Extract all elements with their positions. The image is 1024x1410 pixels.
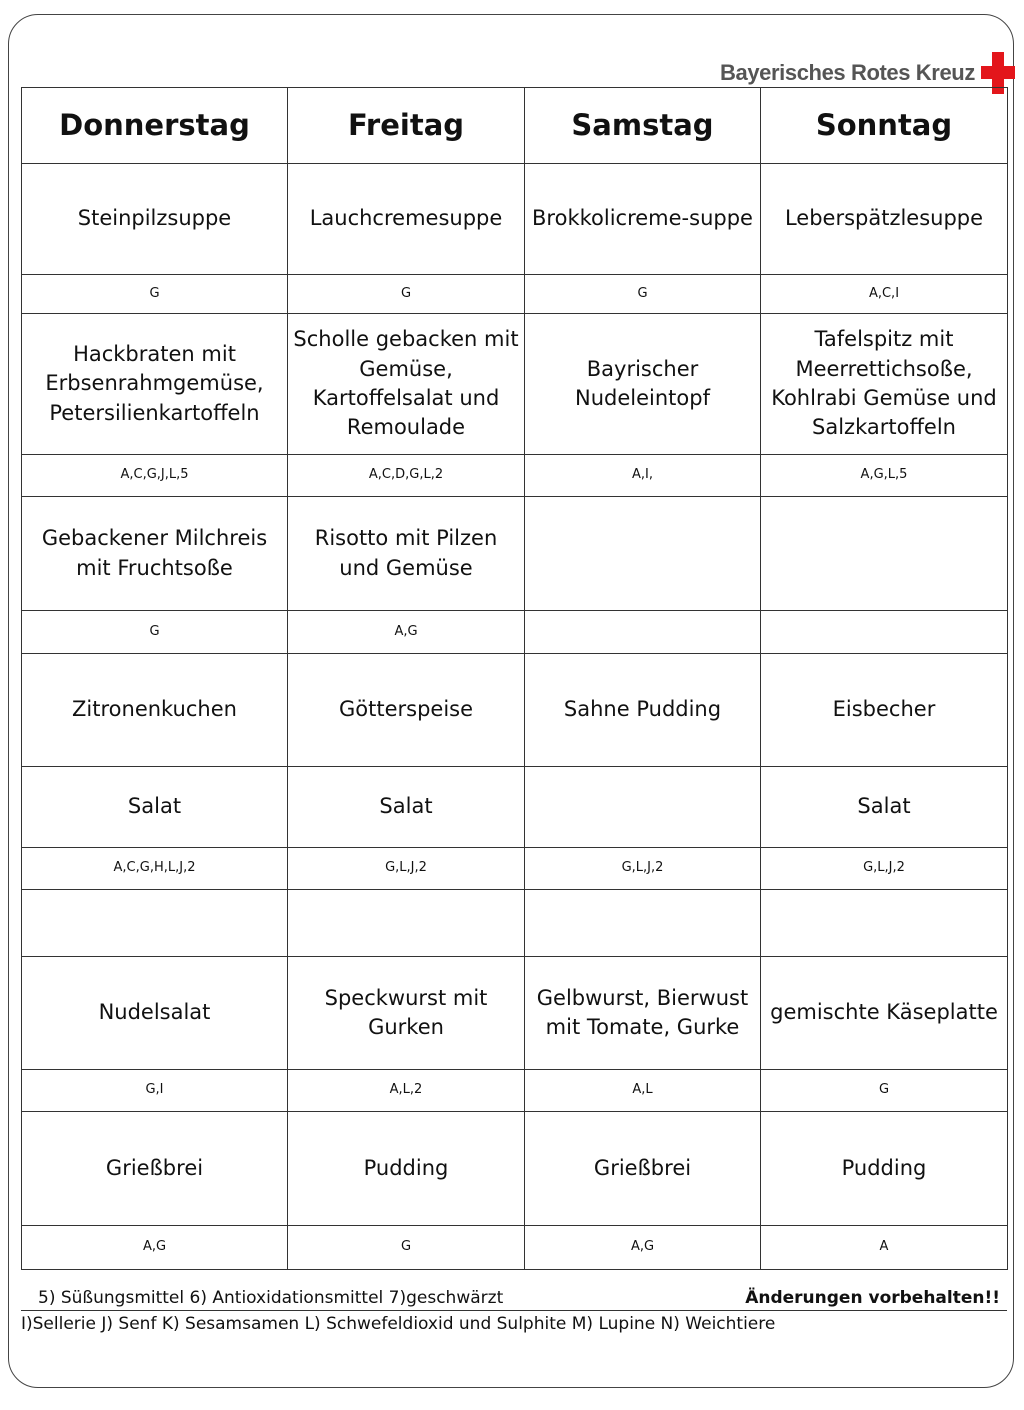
dessert-dish: Götterspeise [288, 654, 525, 767]
allergen-code: G,L,J,2 [761, 848, 1008, 890]
allergen-code [525, 611, 761, 654]
allergen-code: G,L,J,2 [525, 848, 761, 890]
day-header-saturday: Samstag [525, 88, 761, 164]
evening-dish: gemischte Käseplatte [761, 957, 1008, 1070]
logo-text: Bayerisches Rotes Kreuz [720, 60, 975, 85]
empty-cell [288, 890, 525, 957]
main-dish [525, 497, 761, 611]
salad-dish: Salat [288, 767, 525, 848]
allergen-code: A,L,2 [288, 1070, 525, 1112]
main-dish: Gebackener Milchreis mit Fruchtsoße [22, 497, 288, 611]
allergen-code: A [761, 1226, 1008, 1270]
soup-row [22, 164, 1008, 275]
allergen-code: G [288, 1226, 525, 1270]
allergen-code: A,C,G,J,L,5 [22, 455, 288, 497]
evening-dish: Speckwurst mit Gurken [288, 957, 525, 1070]
late-dish: Grießbrei [525, 1112, 761, 1226]
soup-allergen-row [22, 275, 1008, 314]
allergen-code: A,G,L,5 [761, 455, 1008, 497]
allergen-code: A,G [22, 1226, 288, 1270]
main-dish: Hackbraten mit Erbsenrahmgemüse, Petersilienkartoffeln [22, 314, 288, 455]
salad-dish: Salat [761, 767, 1008, 848]
dessert-dish: Eisbecher [761, 654, 1008, 767]
allergen-code: G [22, 611, 288, 654]
salad-row [22, 767, 1008, 848]
late-row [22, 1112, 1008, 1226]
allergen-code [761, 611, 1008, 654]
dessert-row [22, 654, 1008, 767]
late-dish: Pudding [288, 1112, 525, 1226]
salad-dish: Salat [22, 767, 288, 848]
main2-allergen-row [22, 611, 1008, 654]
day-header-thursday: Donnerstag [22, 88, 288, 164]
main-dish [761, 497, 1008, 611]
soup-dish: Brokkolicreme-suppe [525, 164, 761, 275]
day-header-sunday: Sonntag [761, 88, 1008, 164]
main-dish: Tafelspitz mit Meerrettichsoße, Kohlrabi Gemüse und Salzkartoffeln [761, 314, 1008, 455]
evening-row [22, 957, 1008, 1070]
allergen-code: A,C,I [761, 275, 1008, 314]
footer-divider [21, 1310, 1007, 1311]
changes-notice: Änderungen vorbehalten!! [745, 1288, 1000, 1308]
allergen-code: A,I, [525, 455, 761, 497]
main-dish: Risotto mit Pilzen und Gemüse [288, 497, 525, 611]
empty-row [22, 890, 1008, 957]
allergen-legend-line2: I)Sellerie J) Senf K) Sesamsamen L) Schwefeldioxid und Sulphite M) Lupine N) Weichtiere [21, 1314, 776, 1334]
salad-allergen-row [22, 848, 1008, 890]
evening-dish: Nudelsalat [22, 957, 288, 1070]
allergen-code: A,C,D,G,L,2 [288, 455, 525, 497]
main-dish: Bayrischer Nudeleintopf [525, 314, 761, 455]
allergen-code: A,G [288, 611, 525, 654]
late-dish: Grießbrei [22, 1112, 288, 1226]
empty-cell [761, 890, 1008, 957]
allergen-code: A,G [525, 1226, 761, 1270]
allergen-code: G [761, 1070, 1008, 1112]
day-header-friday: Freitag [288, 88, 525, 164]
late-dish: Pudding [761, 1112, 1008, 1226]
dessert-dish: Sahne Pudding [525, 654, 761, 767]
allergen-legend-line1: 5) Süßungsmittel 6) Antioxidationsmittel 7)geschwärzt [38, 1288, 504, 1308]
allergen-code: A,L [525, 1070, 761, 1112]
main1-allergen-row [22, 455, 1008, 497]
evening-dish: Gelbwurst, Bierwust mit Tomate, Gurke [525, 957, 761, 1070]
dessert-dish: Zitronenkuchen [22, 654, 288, 767]
late-allergen-row [22, 1226, 1008, 1270]
allergen-code: A,C,G,H,L,J,2 [22, 848, 288, 890]
main2-row [22, 497, 1008, 611]
menu-table [21, 87, 1008, 1270]
header-row [22, 88, 1008, 164]
empty-cell [22, 890, 288, 957]
soup-dish: Lauchcremesuppe [288, 164, 525, 275]
main1-row [22, 314, 1008, 455]
allergen-code: G [288, 275, 525, 314]
empty-cell [525, 890, 761, 957]
allergen-code: G,I [22, 1070, 288, 1112]
allergen-code: G,L,J,2 [288, 848, 525, 890]
soup-dish: Steinpilzsuppe [22, 164, 288, 275]
evening-allergen-row [22, 1070, 1008, 1112]
salad-dish [525, 767, 761, 848]
main-dish: Scholle gebacken mit Gemüse, Kartoffelsalat und Remoulade [288, 314, 525, 455]
allergen-code: G [22, 275, 288, 314]
allergen-code: G [525, 275, 761, 314]
soup-dish: Leberspätzlesuppe [761, 164, 1008, 275]
